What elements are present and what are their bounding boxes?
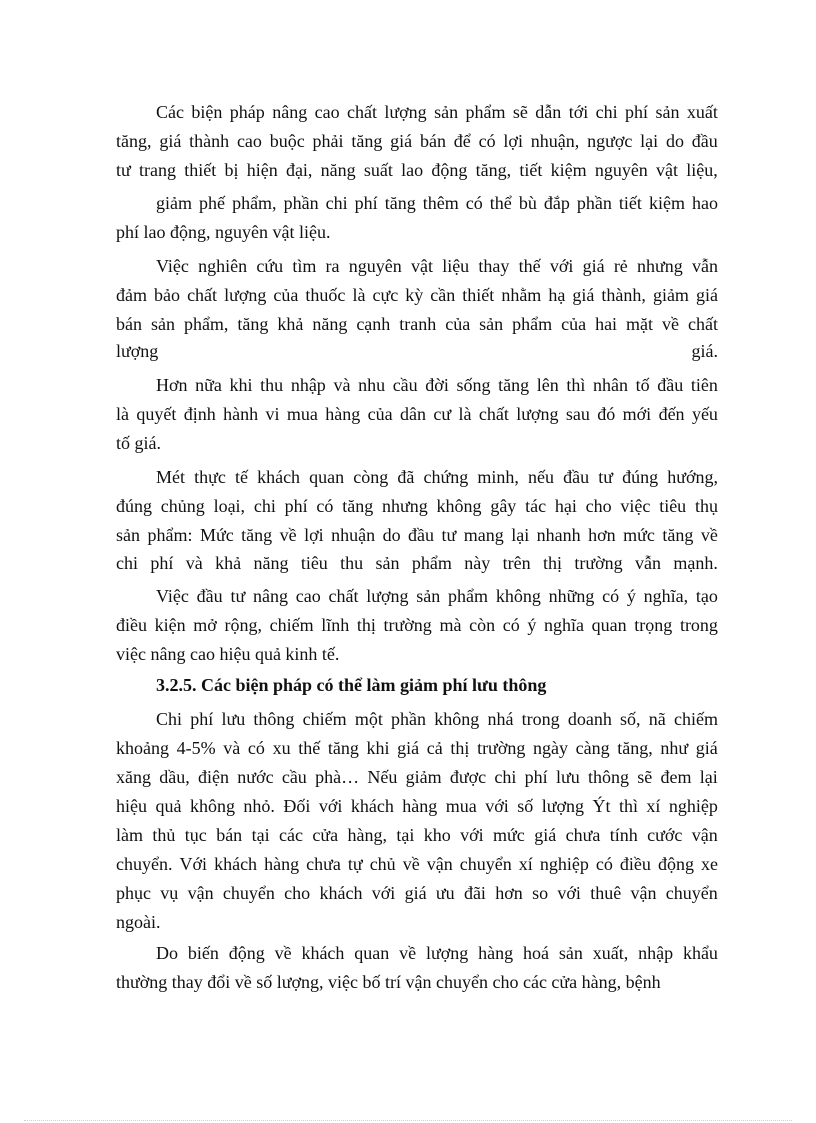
text-line: chuyển. Với khách hàng chưa tự chủ về vận chuyển xí nghiệp có điều động xe [116, 854, 718, 874]
text-line: lượng giá. [116, 341, 718, 361]
text-line: Việc đầu tư nâng cao chất lượng sản phẩm không những có ý nghĩa, tạo [156, 586, 718, 606]
text-line: tăng, giá thành cao buộc phải tăng giá bán để có lợi nhuận, ngược lại do đầu [116, 131, 718, 151]
text-line: việc nâng cao hiệu quả kinh tế. [116, 644, 340, 664]
text-line: tư trang thiết bị hiện đại, năng suất lao động tăng, tiết kiệm nguyên vật liệu, [116, 160, 718, 180]
text-line: ngoài. [116, 912, 161, 932]
text-line: Do biến động về khách quan về lượng hàng hoá sản xuất, nhập khẩu [156, 943, 718, 963]
text-line: phục vụ vận chuyển cho khách với giá ưu đãi hơn so với thuê vận chuyển [116, 883, 718, 903]
text-line: Hơn nữa khi thu nhập và nhu cầu đời sống tăng lên thì nhân tố đầu tiên [156, 375, 718, 395]
text-line: khoảng 4-5% và có xu thế tăng khi giá cả thị trường ngày càng tăng, như giá [116, 738, 718, 758]
text-line: phí lao động, nguyên vật liệu. [116, 222, 331, 242]
text-line: tố giá. [116, 433, 161, 453]
text-line: chi phí và khả năng tiêu thu sản phẩm này trên thị trường vẫn mạnh. [116, 553, 718, 573]
text-line: là quyết định hành vi mua hàng của dân cư là chất lượng sau đó mới đến yếu [116, 404, 718, 424]
text-line: làm thủ tục bán tại các cửa hàng, tại kho với mức giá chưa tính cước vận [116, 825, 718, 845]
page-bottom-rule [24, 1120, 792, 1121]
text-line: đúng chủng loại, chi phí có tăng nhưng không gây tác hại cho việc tiêu thụ [116, 496, 718, 516]
text-line: điều kiện mở rộng, chiếm lĩnh thị trường mà còn có ý nghĩa quan trọng trong [116, 615, 718, 635]
text-line: giảm phế phẩm, phần chi phí tăng thêm có thể bù đắp phần tiết kiệm hao [156, 193, 718, 213]
text-line: đảm bảo chất lượng của thuốc là cực kỳ cần thiết nhằm hạ giá thành, giảm giá [116, 285, 718, 305]
text-line: Các biện pháp nâng cao chất lượng sản phẩm sẽ dẫn tới chi phí sản xuất [156, 102, 718, 122]
text-line: thường thay đổi về số lượng, việc bố trí vận chuyển cho các cửa hàng, bệnh [116, 972, 661, 992]
text-line: Chi phí lưu thông chiếm một phần không nhá trong doanh số, nã chiếm [156, 709, 718, 729]
text-line: Mét thực tế khách quan còng đã chứng minh, nếu đầu tư đúng hướng, [156, 467, 718, 487]
text-line: bán sản phẩm, tăng khả năng cạnh tranh của sản phẩm của hai mặt về chất [116, 314, 718, 334]
text-line: sản phẩm: Mức tăng về lợi nhuận do đầu tư mang lại nhanh hơn mức tăng về [116, 525, 718, 545]
text-line: hiệu quả không nhỏ. Đối với khách hàng mua với số lượng Ýt thì xí nghiệp [116, 796, 718, 816]
text-line: xăng dầu, điện nước cầu phà… Nếu giảm được chi phí lưu thông sẽ đem lại [116, 767, 718, 787]
section-heading: 3.2.5. Các biện pháp có thể làm giảm phí lưu thông [156, 675, 547, 695]
text-line: Việc nghiên cứu tìm ra nguyên vật liệu thay thế với giá rẻ nhưng vẫn [156, 256, 718, 276]
